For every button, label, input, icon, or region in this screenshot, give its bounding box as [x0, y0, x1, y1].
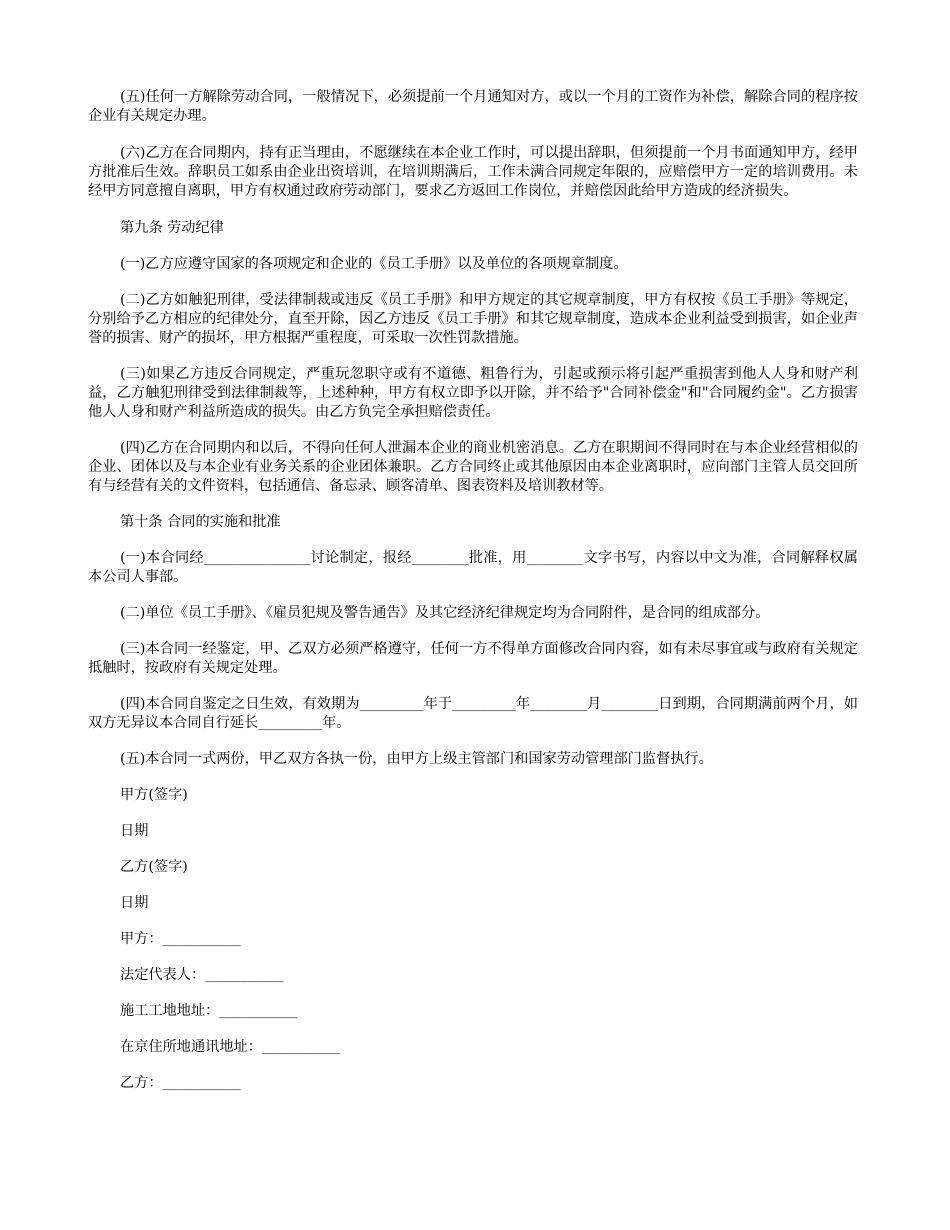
- party-a-signature-label: 甲方(签字): [120, 787, 188, 803]
- article-9-clause-1: (一)乙方应遵守国家的各项规定和企业的《员工手册》以及单位的各项规章制度。: [120, 256, 628, 272]
- article-10-clause-2: (二)单位《员工手册》、《雇员犯规及警告通告》及其它经济纪律规定均为合同附件，是合同的组成部分。: [120, 605, 770, 621]
- article-9-clause-3: (三)如果乙方违反合同规定，严重玩忽职守或有不道德、粗鲁行为，引起或预示将引起严重损害到他人人身和财产利益，乙方触犯刑律受到法律制裁等，上述种种，甲方有权立即予以开除，并不给予"合同补偿金"和"合同履约金"。乙方损害他人人身和财产利益所造成的损失。由乙方负完全承担赔偿责任。: [88, 366, 858, 420]
- legal-representative-field: 法定代表人：___________: [120, 967, 284, 983]
- construction-site-address-field: 施工工地地址：___________: [120, 1003, 298, 1019]
- party-a-date-label: 日期: [120, 823, 149, 839]
- article-10-clause-1: (一)本合同经_______________讨论制定，报经________批准，用________文字书写，内容以中文为准，合同解释权属本公司人事部。: [88, 550, 858, 585]
- article-10-clause-4: (四)本合同自鉴定之日生效，有效期为_________年于_________年________月________日到期，合同期满前两个月，如双方无异议本合同自行延长_________年。: [88, 696, 858, 731]
- article-9-heading: 第九条 劳动纪律: [120, 220, 224, 236]
- clause-5-termination-notice: (五)任何一方解除劳动合同，一般情况下，必须提前一个月通知对方，或以一个月的工资作为补偿，解除合同的程序按企业有关规定办理。: [88, 89, 858, 124]
- clause-6-resignation: (六)乙方在合同期内，持有正当理由，不愿继续在本企业工作时，可以提出辞职，但须提前一个月书面通知甲方，经甲方批准后生效。辞职员工如系由企业出资培训，在培训期满后，工作未满合同规定年限的，应赔偿甲方一定的培训费用。未经甲方同意擅自离职，甲方有权通过政府劳动部门，要求乙方返回工作岗位，并赔偿因此给甲方造成的经济损失。: [88, 145, 858, 199]
- article-9-clause-4: (四)乙方在合同期内和以后，不得向任何人泄漏本企业的商业机密消息。乙方在职期间不得同时在与本企业经营相似的企业、团体以及与本企业有业务关系的企业团体兼职。乙方合同终止或其他原因由本企业离职时，应向部门主管人员交回所有与经营有关的文件资料，包括通信、备忘录、顾客清单、图表资料及培训教材等。: [88, 440, 858, 494]
- party-b-signature-label: 乙方(签字): [120, 859, 188, 875]
- article-10-clause-3: (三)本合同一经鉴定，甲、乙双方必须严格遵守，任何一方不得单方面修改合同内容，如有未尽事宜或与政府有关规定抵触时，按政府有关规定处理。: [88, 641, 858, 676]
- beijing-mailing-address-field: 在京住所地通讯地址：___________: [120, 1039, 340, 1055]
- article-9-clause-2: (二)乙方如触犯刑律，受法律制裁或违反《员工手册》和甲方规定的其它规章制度，甲方有权按《员工手册》等规定，分别给予乙方相应的纪律处分，直至开除，因乙方违反《员工手册》和其它规章制度，造成本企业利益受到损害，如企业声誉的损害、财产的损坏，甲方根据严重程度，可采取一次性罚款措施。: [88, 292, 858, 346]
- party-b-field: 乙方：___________: [120, 1075, 241, 1091]
- party-b-date-label: 日期: [120, 895, 149, 911]
- party-a-field: 甲方：___________: [120, 931, 241, 947]
- article-10-heading: 第十条 合同的实施和批准: [120, 514, 281, 530]
- document-page: [88, 88, 858, 1093]
- article-10-clause-5: (五)本合同一式两份，甲乙双方各执一份，由甲方上级主管部门和国家劳动管理部门监督执行。: [120, 751, 713, 767]
